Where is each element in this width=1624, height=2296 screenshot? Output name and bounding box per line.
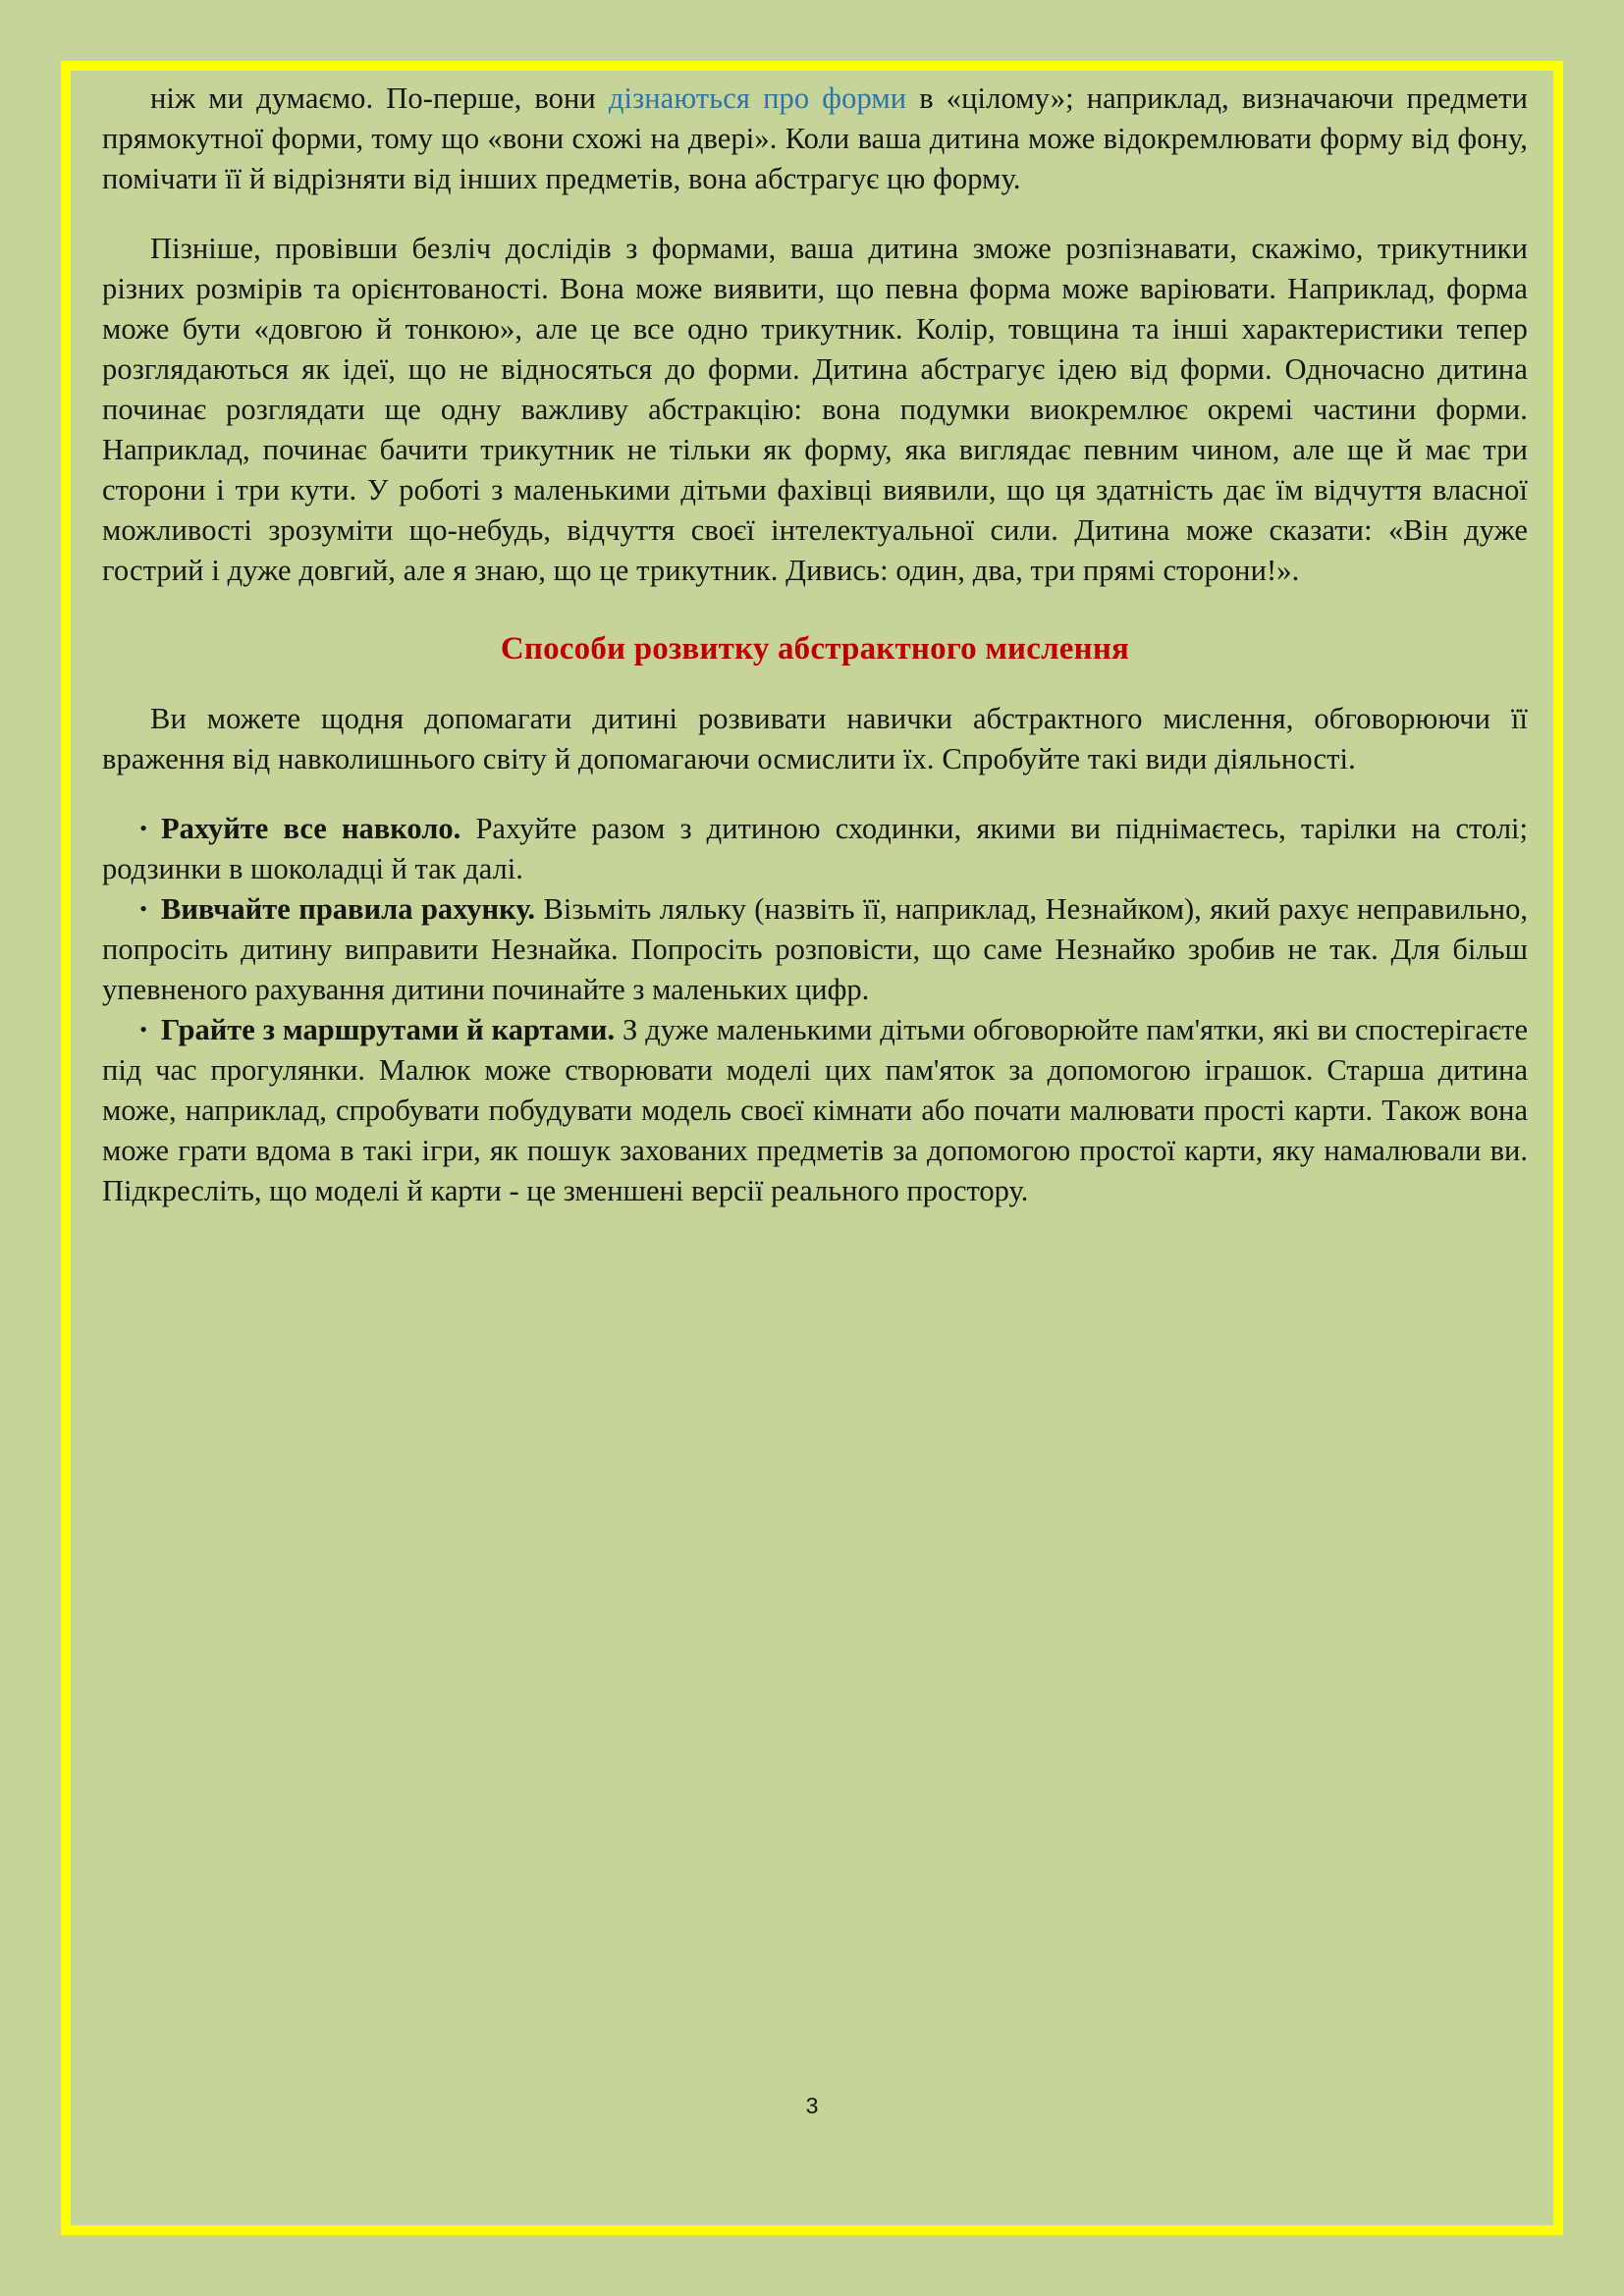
paragraph-1-after-link: в «цілому»; наприклад, визначаючи предмети прямокутної форми, тому що «вони схожі на двері». Коли ваша дитина може відокремлювати форму від фону, помічати її й відрізняти від інших предметів, вона абстрагує цю форму. — [102, 81, 1528, 196]
bullet-marker-icon: • — [139, 815, 147, 840]
page-content — [102, 79, 1528, 2130]
list-item-lead-in: Грайте з маршрутами й картами. — [161, 1012, 616, 1046]
list-spacer-top — [102, 779, 1528, 809]
section-heading: Способи розвитку абстрактного мислення — [500, 631, 1130, 667]
activities-list — [102, 809, 1528, 1211]
bullet-marker-icon: • — [139, 895, 147, 921]
inline-link-about-shapes[interactable]: дізнаються про форми — [608, 81, 907, 115]
list-item — [102, 1010, 1528, 1211]
bullet-marker-icon: • — [139, 1016, 147, 1041]
list-item-text: Візьміть ляльку (назвіть її, наприклад, Незнайком), який рахує неправильно, попросіть дитину виправити Незнайка. Попросіть розповісти, що саме Незнайко зробив не так. Для більш упевненого рахування дитини починайте з маленьких цифр. — [102, 891, 1528, 1006]
list-item — [102, 809, 1528, 889]
section-intro-paragraph: Ви можете щодня допомагати дитині розвивати навички абстрактного мислення, обговорюючи її враження від навколишнього світу й допомагаючи осмислити їх. Спробуйте такі види діяльності. — [102, 701, 1528, 775]
heading-spacer-top — [102, 591, 1528, 630]
paragraph-spacer-1 — [102, 199, 1528, 229]
list-item-text: Рахуйте разом з дитиною сходинки, якими ви піднімаєтесь, тарілки на столі; родзинки в шоколадці й так далі. — [102, 811, 1529, 885]
paragraph-2: Пізніше, провівши безліч дослідів з формами, ваша дитина зможе розпізнавати, скажімо, трикутники різних розмірів та орієнтованості. Вона може виявити, що певна форма може варіювати. Наприклад, форма може бути «довгою й тонкою», але це все одно трикутник. Колір, товщина та інші характеристики тепер розглядаються як ідеї, що не відносяться до форми. Дитина абстрагує ідею від форми. Одночасно дитина починає розглядати ще одну важливу абстракцію: вона подумки виокремлює окремі частини форми. Наприклад, починає бачити трикутник не тільки як форму, яка виглядає певним чином, але ще й має три сторони і три кути. У роботі з маленькими дітьми фахівці виявили, що ця здатність дає їм відчуття власної можливості зрозуміти що-небудь, відчуття своєї інтелектуальної сили. Дитина може сказати: «Він дуже гострий і дуже довгий, але я знаю, що це трикутник. Дивись: один, два, три прямі сторони!». — [102, 232, 1528, 588]
paragraph-continuation — [102, 79, 1528, 199]
paragraph-1-before-link: ніж ми думаємо. По-перше, вони — [150, 81, 609, 115]
heading-spacer-bottom — [102, 669, 1528, 699]
list-item-text: З дуже маленькими дітьми обговорюйте пам'ятки, які ви спостерігаєте під час прогулянки. Малюк може створювати моделі цих пам'яток за допомогою іграшок. Старша дитина може, наприклад, спробувати побудувати модель своєї кімнати або почати малювати прості карти. Також вона може грати вдома в такі ігри, як пошук захованих предметів за допомогою простої карти, яку намалювали ви. Підкресліть, що моделі й карти - це зменшені версії реального простору. — [102, 1012, 1528, 1207]
list-item-lead-in: Вивчайте правила рахунку. — [161, 891, 536, 926]
page-number: 3 — [805, 2093, 819, 2118]
list-item — [102, 889, 1528, 1010]
list-item-lead-in: Рахуйте все навколо. — [161, 811, 461, 845]
